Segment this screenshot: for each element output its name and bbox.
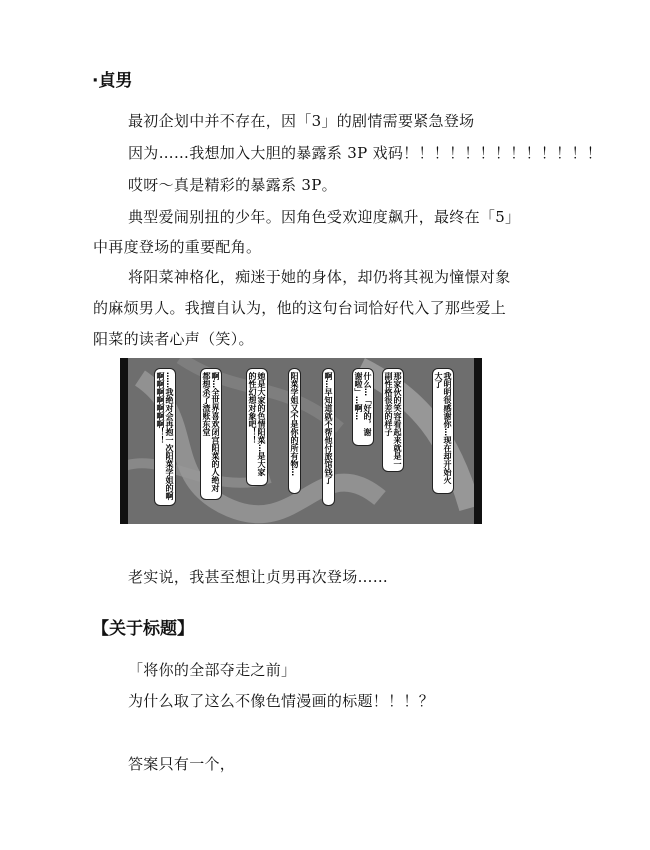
panel-border-right xyxy=(474,358,482,524)
paragraph-line: 将阳菜神格化，痴迷于她的身体，却仍将其视为憧憬对象 xyxy=(128,268,511,286)
section-1-heading: ·貞男 xyxy=(92,71,133,91)
paragraph-line: 答案只有一个， xyxy=(128,755,236,773)
paragraph-line: 哎呀～真是精彩的暴露系 3P。 xyxy=(128,176,337,194)
speech-bubble: 阳菜学姐又不是你的所有物… xyxy=(288,368,301,494)
speech-bubble: 啊…早知道就不帮他付旅馆钱了 xyxy=(322,368,335,506)
speech-bubble: ……我绝对会再抱一次阳菜学姐的啊啊啊啊啊啊啊啊！！ xyxy=(154,368,176,506)
speech-bubble: 我明明很感谢你…现在却开始火大了 xyxy=(432,368,454,494)
paragraph-line: 因为……我想加入大胆的暴露系 3P 戏码！！！！！！！！！！！！！ xyxy=(128,144,603,162)
speech-bubble: 那家伙的笑容看起来就是一副性格很差的样子 xyxy=(382,368,404,472)
paragraph-line: 阳菜的读者心声（笑）。 xyxy=(93,330,254,348)
paragraph-line: 为什么取了这么不像色情漫画的标题！！！？ xyxy=(128,692,435,710)
speech-bubble: 什么…「好的，谢谢啦」…啊… xyxy=(352,368,374,446)
paragraph-line: 最初企划中并不存在，因「3」的剧情需要紧急登场 xyxy=(128,112,475,130)
speech-bubble: 她是大家的色情阳菜…是大家的性幻想对象吧！！ xyxy=(246,368,268,486)
manga-panel-image xyxy=(120,358,482,524)
speech-bubble: 啊…全世界喜欢闭宫阳菜的人绝对都想杀了渣账东堂 xyxy=(200,368,222,500)
panel-border-left xyxy=(120,358,128,524)
paragraph-line: 中再度登场的重要配角。 xyxy=(93,238,262,256)
section-2-heading: 【关于标题】 xyxy=(92,619,194,639)
paragraph-line: 「将你的全部夺走之前」 xyxy=(128,661,297,679)
paragraph-line: 典型爱闹别扭的少年。因角色受欢迎度飙升，最终在「5」 xyxy=(128,208,521,226)
paragraph-line: 的麻烦男人。我擅自认为，他的这句台词恰好代入了那些爱上 xyxy=(93,299,507,317)
paragraph-line: 老实说，我甚至想让贞男再次登场…… xyxy=(128,568,389,586)
